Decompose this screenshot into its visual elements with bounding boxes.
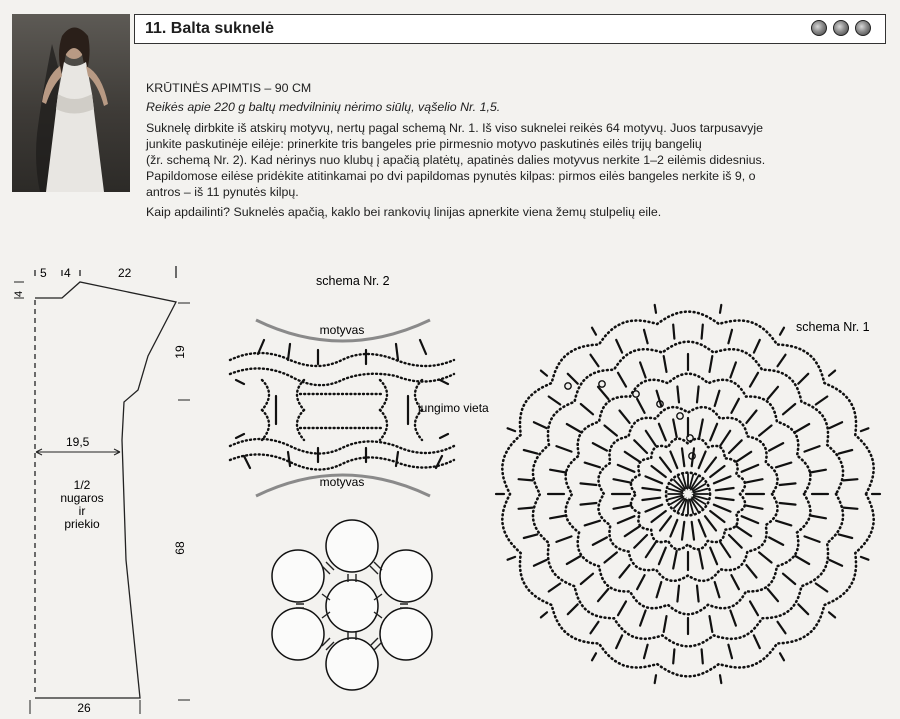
stitch-bar — [692, 448, 694, 466]
stitch-bar — [659, 424, 666, 441]
center-ring — [683, 489, 693, 499]
stitch-bar — [620, 565, 630, 577]
stitch-bar — [581, 503, 597, 505]
stitch-bar — [861, 557, 869, 560]
stitch-bar — [769, 443, 783, 451]
stitch-bar — [843, 479, 857, 480]
stitch-bar — [598, 387, 608, 399]
stitch-bar — [729, 535, 742, 548]
stitch-bar — [550, 470, 566, 473]
start-marker — [633, 391, 639, 397]
stitch-bar — [710, 548, 717, 565]
stitch-bar — [534, 560, 547, 566]
stitch-bar — [702, 325, 703, 339]
stitch-bar — [655, 675, 656, 683]
stitch-bar — [768, 387, 778, 399]
stitch-bar — [710, 356, 713, 372]
stitch-bar — [710, 466, 724, 477]
stitch-bar — [742, 516, 759, 523]
finishing-text: Kaip apdailinti? Suknelės apačią, kaklo bei rankovių linijas apnerkite viena žemų stulpelių eile. — [146, 205, 662, 219]
stitch-bar — [618, 601, 626, 615]
stitch-bar — [731, 399, 739, 413]
stitch-bar — [664, 356, 667, 372]
stitch-bar — [556, 536, 571, 542]
stitch-bar — [655, 305, 656, 313]
stitch-bar — [534, 422, 547, 428]
stitch-bar — [728, 645, 732, 659]
stitch-bar — [585, 521, 600, 526]
stitch-bar — [519, 508, 533, 509]
stitch-bar — [637, 575, 645, 589]
stitch-bar — [541, 612, 547, 617]
stitch-bar — [810, 516, 826, 519]
stitch-bar — [731, 575, 739, 589]
materials-text: Reikės apie 220 g baltų medvilninių nėrimo siūlų, vąšelio Nr. 1,5. — [146, 100, 501, 114]
doily-motif — [496, 305, 880, 683]
stitch-bar — [754, 340, 760, 353]
stitch-bar — [670, 452, 677, 469]
stitch-bar — [783, 404, 795, 414]
stitch-bar — [780, 653, 784, 660]
stitch-bar — [524, 534, 538, 538]
stitch-bar — [829, 612, 835, 617]
stitch-bar — [605, 426, 617, 436]
stitch-bar — [616, 340, 622, 353]
start-marker — [677, 413, 683, 419]
stitch-bar — [745, 479, 763, 483]
piece-label: 1/2 — [73, 478, 91, 492]
stitch-bar — [549, 584, 561, 592]
stitch-bar — [593, 443, 607, 451]
stitch-bar — [593, 537, 607, 545]
stitch-bar — [664, 616, 667, 632]
stitch-bar — [805, 536, 820, 542]
stitch-bar — [616, 635, 622, 648]
stitch-bar — [720, 305, 721, 313]
schema1-title: schema Nr. 1 — [796, 320, 870, 334]
stitch-bar — [644, 645, 648, 659]
stitch-bar — [714, 476, 731, 483]
stitch-bar — [618, 465, 635, 472]
doily-ring — [631, 439, 745, 550]
stitch-bar — [795, 556, 809, 564]
stitch-bar — [634, 440, 647, 453]
stitch-bar — [640, 362, 646, 377]
stitch-bar — [549, 397, 561, 405]
stitch-bar — [798, 604, 808, 614]
stitch-bar — [742, 465, 759, 472]
stitch-bar — [646, 542, 656, 557]
stitch-bar — [710, 511, 724, 522]
stitch-bar — [598, 589, 608, 601]
stitch-bar — [829, 422, 842, 428]
stitch-bar — [839, 534, 853, 538]
stitch-bar — [795, 424, 809, 432]
stitch-bar — [625, 452, 640, 462]
stitch-bar — [642, 488, 660, 490]
stitch-bar — [614, 505, 632, 509]
stitch-bar — [660, 458, 671, 472]
stitch-bar — [550, 516, 566, 519]
stitch-bar — [746, 411, 756, 423]
stitch-bar — [750, 601, 758, 615]
doily-ring — [566, 374, 811, 615]
stitch-bar — [670, 520, 677, 537]
stitch-bar — [634, 535, 647, 548]
stitch-bar — [646, 476, 663, 483]
stitch-bar — [524, 450, 538, 454]
stitch-bar — [714, 505, 731, 512]
body-line: Papildomose eilėse pridėkite atitinkamai po dvi papildomas pynutės kilpas: pirmos eilės bangeles nerkite iš 9, o — [146, 169, 756, 183]
stitch-bar — [720, 431, 730, 446]
stitch-bar — [715, 582, 720, 597]
stitch-bar — [581, 404, 593, 414]
stitch-bar — [697, 586, 699, 602]
stitch-bar — [644, 330, 648, 344]
stitch-bar — [720, 542, 730, 557]
stitch-bar — [620, 411, 630, 423]
stitch-bar — [715, 391, 720, 406]
stitch-bar — [682, 522, 684, 540]
stitch-bar — [729, 440, 742, 453]
stitch-bar — [625, 526, 640, 536]
stitch-bar — [780, 503, 796, 505]
measure-19: 19 — [173, 345, 187, 359]
stitch-bar — [592, 328, 596, 335]
stitch-bar — [652, 511, 666, 522]
stitch-bar — [754, 635, 760, 648]
piece-label: ir — [78, 504, 86, 518]
stitch-bar — [673, 325, 674, 339]
stitch-bar — [816, 397, 828, 405]
stitch-bar — [673, 551, 677, 569]
stitch-bar — [702, 649, 703, 663]
body-line: Suknelę dirbkite iš atskirų motyvų, nertų pagal schemą Nr. 1. Iš viso suknelei reikės 64 motyvų. Juos tarpusavyje — [146, 121, 764, 135]
stitch-bar — [659, 548, 666, 565]
body-line: antros – iš 11 pynutės kilpų. — [146, 185, 299, 199]
stitch-bar — [677, 387, 679, 403]
stitch-bar — [730, 611, 736, 626]
measure-5: 5 — [40, 266, 47, 280]
stitch-bar — [810, 470, 826, 473]
stitch-bar — [682, 448, 684, 466]
piece-label: nugaros — [60, 491, 104, 505]
stitch-bar — [829, 560, 842, 566]
stitch-bar — [776, 521, 791, 526]
stitch-bar — [541, 371, 547, 376]
page-title: 11. Balta suknelė — [145, 20, 274, 37]
stitch-bar — [745, 505, 763, 509]
stitch-bar — [677, 586, 679, 602]
stitch-bar — [778, 355, 786, 367]
measure-22: 22 — [118, 266, 132, 280]
measure-68: 68 — [173, 541, 187, 555]
piece-label: priekio — [64, 517, 100, 531]
measure-195: 19,5 — [66, 435, 90, 449]
stitch-bar — [508, 557, 515, 560]
stitch-bar — [640, 611, 646, 626]
stitch-bar — [705, 516, 716, 530]
stitch-bar — [660, 516, 671, 530]
stitch-bar — [673, 649, 674, 663]
stitch-bar — [697, 387, 699, 403]
stitch-bar — [519, 479, 533, 480]
stitch-bar — [816, 584, 828, 592]
stitch-bar — [673, 420, 677, 438]
measure-left: 4 — [13, 290, 25, 297]
stitch-bar — [839, 450, 853, 454]
stitch-bar — [591, 355, 599, 367]
schema2-title: schema Nr. 2 — [316, 274, 390, 288]
stitch-bar — [829, 371, 835, 376]
stitch-bar — [637, 399, 645, 413]
stitch-bar — [778, 622, 786, 634]
stitch-bar — [728, 330, 732, 344]
stitch-bar — [614, 479, 632, 483]
stitch-bar — [780, 328, 784, 335]
stitch-bar — [710, 424, 717, 441]
stitch-bar — [798, 374, 808, 384]
stitch-bar — [652, 466, 666, 477]
stitch-bar — [759, 426, 771, 436]
start-marker — [565, 383, 571, 389]
stitch-bar — [736, 526, 751, 536]
motif-label-bottom: motyvas — [319, 475, 365, 489]
stitch-bar — [843, 508, 857, 509]
size-heading: KRŪTINĖS APIMTIS – 90 CM — [146, 81, 312, 95]
stitch-bar — [699, 551, 703, 569]
stitch-bar — [759, 552, 771, 562]
stitch-bar — [716, 498, 734, 500]
body-line: (žr. schemą Nr. 2). Kad nėrinys nuo klubų į apačią platėtų, apatinės dalies motyvus nerkite 1–2 eilėmis didesnius. — [146, 153, 766, 167]
stitch-bar — [710, 616, 713, 632]
stitch-bar — [736, 452, 751, 462]
stitch-bar — [508, 428, 515, 431]
stitch-bar — [716, 488, 734, 490]
stitch-bar — [568, 604, 578, 614]
stitch-bar — [699, 452, 706, 469]
stitch-bar — [780, 483, 796, 485]
body-line: junkite paskutinėje eilėje: prinerkite tris bangeles prie pirmesnio motyvo paskutinės eilės trijų bangelių — [146, 137, 702, 151]
stitch-bar — [861, 428, 869, 431]
doily-ring — [533, 342, 843, 647]
stitch-bar — [805, 446, 820, 452]
stitch-bar — [705, 458, 716, 472]
join-label: jungimo vieta — [418, 401, 489, 415]
stitch-bar — [657, 582, 662, 597]
start-marker — [599, 381, 605, 387]
stitch-bar — [618, 373, 626, 387]
stitch-bar — [750, 373, 758, 387]
stitch-bar — [769, 537, 783, 545]
start-marker — [687, 435, 693, 441]
measure-26: 26 — [77, 701, 91, 715]
stitch-bar — [567, 424, 581, 432]
stitch-bar — [692, 522, 694, 540]
stitch-bar — [591, 622, 599, 634]
stitch-bar — [776, 463, 791, 468]
stitch-bar — [642, 498, 660, 500]
stitch-bar — [585, 463, 600, 468]
stitch-bar — [618, 516, 635, 523]
stitch-bar — [783, 574, 795, 584]
stitch-bar — [768, 589, 778, 601]
stitch-bar — [646, 505, 663, 512]
stitch-bar — [581, 574, 593, 584]
stitch-bar — [592, 653, 596, 660]
stitch-bar — [730, 362, 736, 377]
measure-4: 4 — [64, 266, 71, 280]
stitch-bar — [699, 420, 703, 438]
stitch-bar — [568, 374, 578, 384]
stitch-bar — [581, 483, 597, 485]
stitch-bar — [556, 446, 571, 452]
stitch-bar — [720, 675, 721, 683]
stitch-bar — [699, 520, 706, 537]
stitch-bar — [746, 565, 756, 577]
stitch-bar — [567, 556, 581, 564]
motif-label-top: motyvas — [319, 323, 365, 337]
stitch-bar — [605, 552, 617, 562]
stitch-bar — [646, 431, 656, 446]
